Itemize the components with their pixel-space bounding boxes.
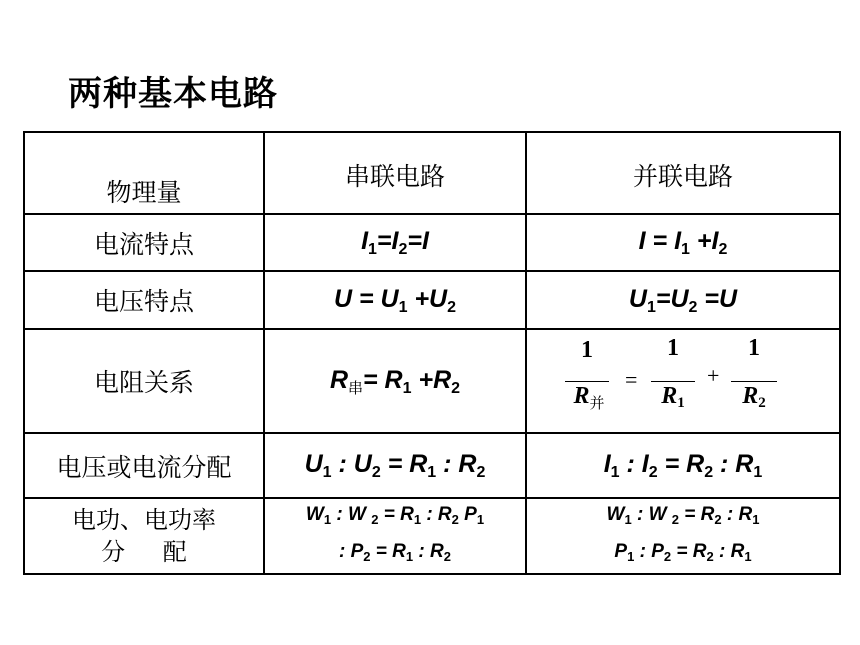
fraction-numerator: 1	[748, 335, 760, 361]
series-subscript: 串	[348, 378, 364, 397]
parallel-power-formula: $W_1$ : W $_2 = R_2$ : $R_1$ $P_1$ : $P_2 = R_2$ : $R_1$	[526, 498, 840, 574]
parallel-distribution-formula: $I_1$ : $I_2 = R_2$ : $R_1$	[526, 433, 840, 498]
parallel-resistance-formula	[526, 329, 840, 433]
parallel-current-formula: $I = I_1 +I_2$	[526, 214, 840, 271]
series-power-formula: $W_1$ : W $_2 = R_1$ : $R_2$ $P_1$ : $P_2 = R_1$ : $R_2$	[264, 498, 526, 574]
parallel-resistance-equation	[527, 331, 839, 431]
series-resistance-formula: $R_串= R_1 +R_2$	[264, 329, 526, 433]
series-voltage-formula: $U = U_1 +U_2$	[264, 271, 526, 329]
row-label-current: 电流特点	[24, 214, 264, 271]
fraction-numerator: 1	[667, 335, 679, 361]
fraction-denominator-r2: $R_2$	[742, 383, 766, 411]
row-label-voltage: 电压特点	[24, 271, 264, 329]
row-label-resistance: 电阻关系	[24, 329, 264, 433]
table-row-distribution	[24, 433, 840, 498]
series-distribution-formula: $U_1$ : $U_2 = R_1$ : $R_2$	[264, 433, 526, 498]
fraction-denominator-r1: $R_1$	[661, 383, 685, 411]
parallel-subscript: 并	[589, 394, 605, 412]
table-header-row	[24, 132, 840, 214]
header-parallel-circuit: 并联电路	[526, 132, 840, 214]
table-row-current	[24, 214, 840, 271]
table-row-voltage	[24, 271, 840, 329]
fraction-numerator: 1	[581, 337, 593, 363]
parallel-voltage-formula: $U_1=U_2 =U$	[526, 271, 840, 329]
fraction-denominator-total: $R_并$	[573, 383, 605, 412]
circuit-comparison-table	[23, 131, 841, 575]
row-label-power	[24, 498, 264, 574]
row-label-power-line1: 电功、电功率	[72, 506, 216, 534]
header-series-circuit: 串联电路	[264, 132, 526, 214]
row-label-power-line2: 分 配	[101, 538, 187, 566]
table-row-power	[24, 498, 840, 574]
table-row-resistance	[24, 329, 840, 433]
series-current-formula: $I_1=I_2=I$	[264, 214, 526, 271]
plus-sign: +	[707, 363, 720, 388]
row-label-distribution: 电压或电流分配	[24, 433, 264, 498]
equals-sign: =	[625, 367, 638, 392]
page-title: 两种基本电路	[68, 74, 278, 114]
header-quantity: 物理量	[24, 132, 264, 214]
